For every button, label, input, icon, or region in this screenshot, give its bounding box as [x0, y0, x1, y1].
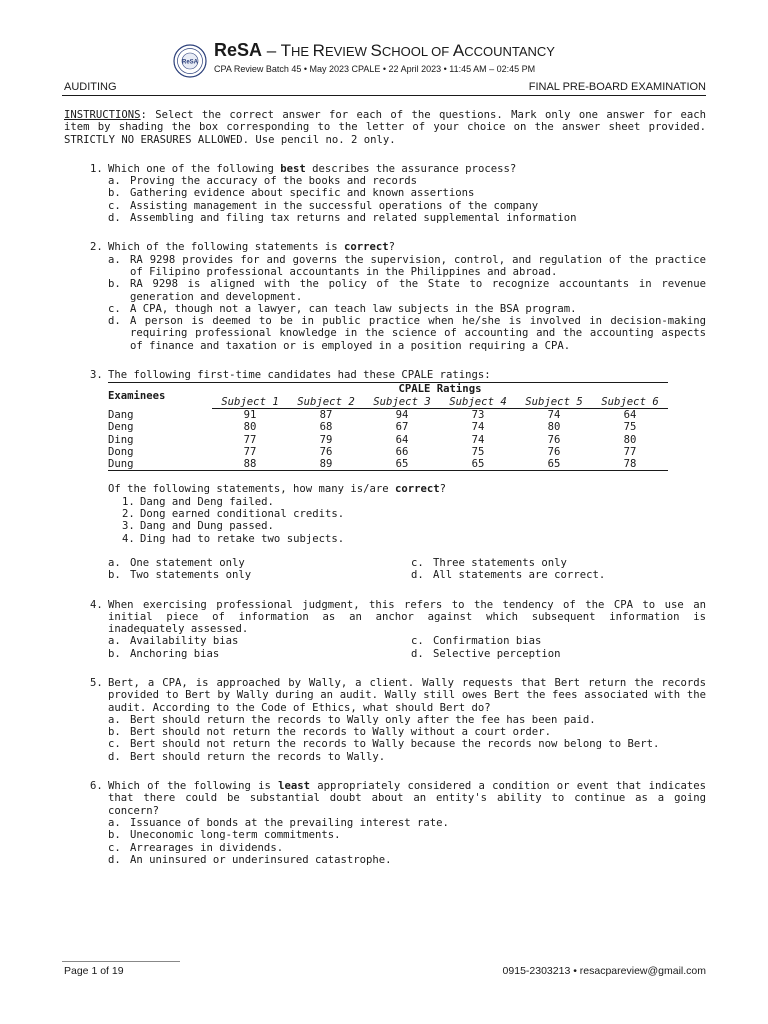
option-a: a. Proving the accuracy of the books and records [108, 175, 418, 188]
option-d: d. An uninsured or underinsured catastrophe. [108, 853, 392, 866]
option-d: d. Bert should return the records to Wally. [108, 750, 386, 763]
examinees-header: Examinees [108, 383, 212, 409]
option-a: a. Issuance of bonds at the prevailing interest rate. [108, 816, 449, 829]
option-d: d. All statements are correct. [411, 569, 606, 582]
table-row: Dang 91 87 94 73 74 64 [108, 408, 637, 421]
option-b: b. Two statements only [108, 569, 252, 582]
option-c: c. Arrearages in dividends. [108, 841, 284, 854]
option-d: d. Assembling and filing tax returns and related supplemental information [108, 212, 577, 225]
option-b: b. Bert should not return the records to Wally without a court order. [108, 726, 551, 739]
option-a: a. One statement only [108, 556, 245, 569]
table-header-row [108, 383, 668, 396]
table-row: Dong 77 76 66 75 76 77 [108, 445, 637, 458]
question-4: 4. When exercising professional judgment, this refers to the tendency of the CPA to use an initial piece of information as an anchor against which subsequent information is inadequately assessed. a. Availability bias c. Confirmation bias b. Anchoring bias d. Selective perception [64, 599, 706, 660]
option-a: a. Bert should return the records to Wally only after the fee has been paid. [108, 713, 596, 726]
question-1: 1. Which one of the following best describes the assurance process? a. Proving the accuracy of the books and records b. Gathering evidence about specific and known assertions c. Assisting management in the successful operations of the company d. Assembling and filing tax returns and related supplemental information [64, 163, 706, 224]
table-row: Dung 88 89 65 65 65 78 [108, 458, 668, 471]
footer-divider [62, 961, 180, 962]
statement-list: 1. Dang and Deng failed. 2. Dong earned conditional credits. 3. Dang and Dung passed. 4. Ding had to retake two subjects. [122, 495, 345, 545]
question-3-ask: Of the following statements, how many is/are correct? [108, 483, 447, 496]
table-subheader-row: Subject 1 Subject 2 Subject 3 Subject 4 Subject 5 Subject 6 [108, 396, 668, 409]
option-b: b. Uneconomic long-term commitments. [108, 829, 341, 842]
page-header [0, 0, 768, 98]
question-3: 3. The following first-time candidates had these CPALE ratings: Examinees CPALE Ratings Subject 1 Subject 2 Subject 3 Subject 4 Subject 5 Subject 6 Dang 91 87 94 73 74 64 Deng 80 68 67 74 80 75 Ding 77 79 64 74 76 80 Dong 77 76 66 75 76 77 Dung 88 89 65 65 65 78 Of the following statements, how many is/are correct? 1. Dang and Deng failed. 2. Dong earned conditional credits. 3. Dang and Dung passed. 4. Ding had to retake two subjects. a. One statement only c. Three statements only b. Two statements only d. All statements are correct. [64, 369, 706, 581]
option-a: a. Availability bias [108, 635, 239, 648]
option-b: b. Gathering evidence about specific and known assertions [108, 187, 475, 200]
logo-text: ReSA [181, 59, 199, 66]
question-5: 5. Bert, a CPA, is approached by Wally, a client. Wally requests that Bert return the records provided to Bert by Wally during an audit. Wally still owes Bert the fees associated with the audit. According to the Code of Ethics, what should Bert do? a. Bert should return the records to Wally only after the fee has been paid. b. Bert should not return the records to Wally without a court order. c. Bert should not return the records to Wally because the records now belong to Bert. d. Bert should return the records to Wally. [64, 677, 706, 763]
option-c: c. Bert should not return the records to Wally because the records now belong to Bert. [108, 738, 660, 751]
instructions: INSTRUCTIONS: Select the correct answer for each of the questions. Mark only one answer for each item by shading the box corresponding to the letter of your choice on the answer sheet provided. STRICTLY NO ERASURES ALLOWED. Use pencil no. 2 only. [64, 109, 706, 146]
ratings-table [108, 382, 668, 471]
exam-label: FINAL PRE-BOARD EXAMINATION [528, 81, 706, 93]
option-b: b. RA 9298 is aligned with the policy of the State to recognize accountants in revenue generation and development. [108, 278, 706, 303]
option-a: a. RA 9298 provides for and governs the supervision, control, and regulation of the practice of Filipino professional accountants in the Philippines and abroad. [108, 253, 706, 278]
option-c: c. A CPA, though not a lawyer, can teach law subjects in the BSA program. [108, 302, 577, 315]
question-6: 6. Which of the following is least appropriately considered a condition or event that indicates that there could be substantial doubt about an entity's ability to continue as a going concern? a. Issuance of bonds at the prevailing interest rate. b. Uneconomic long-term commitments. c. Arrearages in dividends. d. An uninsured or underinsured catastrophe. [64, 780, 706, 866]
resa-logo-icon [173, 44, 207, 78]
option-c: c. Assisting management in the successful operations of the company [108, 199, 539, 212]
ratings-group-header: CPALE Ratings [212, 383, 668, 396]
exam-content [64, 109, 706, 866]
option-b: b. Anchoring bias [108, 647, 220, 660]
school-name: ReSA – THE REVIEW SCHOOL OF ACCOUNTANCY [214, 40, 555, 60]
option-d: d. A person is deemed to be in public practice when he/she is involved in decision-making requiring professional knowledge in the science of accounting and the accounting aspects of finance and taxation or is employed in a position requiring a CPA. [108, 315, 706, 352]
subject-label: AUDITING [64, 81, 117, 93]
option-c: c. Three statements only [411, 556, 567, 569]
option-d: d. Selective perception [411, 647, 561, 660]
batch-info: CPA Review Batch 45 • May 2023 CPALE • 22 April 2023 • 11:45 AM – 02:45 PM [214, 64, 536, 74]
question-2: 2. Which of the following statements is correct? a. RA 9298 provides for and governs the supervision, control, and regulation of the practice of Filipino professional accountants in the Philippines and abroad. b. RA 9298 is aligned with the policy of the State to recognize accountants in revenue generation and development. c. A CPA, though not a lawyer, can teach law subjects in the BSA program. d. A person is deemed to be in public practice when he/she is involved in decision-making requiring professional knowledge in the science of accounting and the accounting aspects of finance and taxation or is employed in a position requiring a CPA. [64, 241, 706, 352]
page-number: Page 1 of 19 [64, 965, 124, 977]
contact-info: 0915-2303213 • resacpareview@gmail.com [502, 965, 706, 977]
table-row: Deng 80 68 67 74 80 75 [108, 421, 637, 434]
option-c: c. Confirmation bias [411, 635, 542, 648]
table-row: Ding 77 79 64 74 76 80 [108, 433, 637, 446]
subject-bar [62, 81, 706, 96]
